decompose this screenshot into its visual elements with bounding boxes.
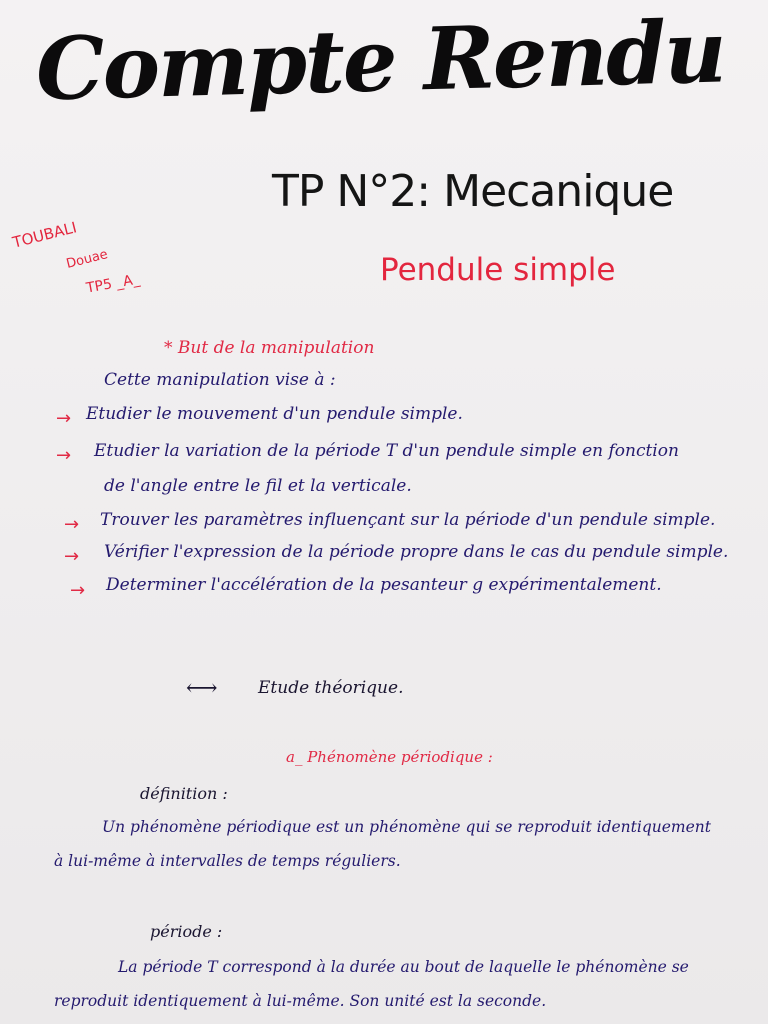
arrow-bullet-icon: →	[70, 580, 86, 601]
arrow-bullet-icon: →	[56, 408, 72, 429]
student-first-name: Douae	[64, 247, 110, 272]
arrow-bullet-icon: →	[64, 546, 80, 567]
theory-heading: Etude théorique.	[258, 678, 404, 698]
periode-line-2: reproduit identiquement à lui-même. Son unité est la seconde.	[54, 992, 547, 1010]
arrow-bullet-icon: →	[64, 514, 80, 535]
periode-label: période :	[150, 922, 223, 941]
page-title: Compte Rendu	[34, 1, 726, 121]
student-name: TOUBALI	[10, 218, 79, 252]
goal-item-4: Vérifier l'expression de la période propre dans le cas du pendule simple.	[104, 542, 729, 562]
section-a-heading: a_ Phénomène périodique :	[286, 748, 493, 766]
topic-heading: Pendule simple	[380, 252, 616, 288]
definition-label: définition :	[140, 784, 228, 803]
goal-item-5: Determiner l'accélération de la pesanteur g expérimentalement.	[106, 575, 662, 595]
definition-line-1: Un phénomène périodique est un phénomène qui se reproduit identiquement	[102, 818, 712, 836]
definition-line-2: à lui-même à intervalles de temps réguliers.	[54, 852, 401, 870]
arrow-bullet-icon: →	[56, 445, 72, 466]
goal-item-1: Etudier le mouvement d'un pendule simple.	[86, 404, 463, 424]
goal-intro: Cette manipulation vise à :	[104, 370, 336, 390]
goal-item-2-continuation: de l'angle entre le fil et la verticale.	[104, 476, 412, 496]
tp-subtitle: TP N°2: Mecanique	[272, 166, 674, 217]
double-arrow-icon: ⟷	[186, 676, 218, 701]
periode-line-1: La période T correspond à la durée au bout de laquelle le phénomène se	[118, 958, 689, 976]
goal-item-3: Trouver les paramètres influençant sur la période d'un pendule simple.	[100, 510, 716, 530]
goal-heading: * But de la manipulation	[164, 338, 375, 358]
goal-item-2: Etudier la variation de la période T d'un pendule simple en fonction	[94, 441, 679, 461]
student-group: TP5 _A_	[85, 271, 141, 297]
